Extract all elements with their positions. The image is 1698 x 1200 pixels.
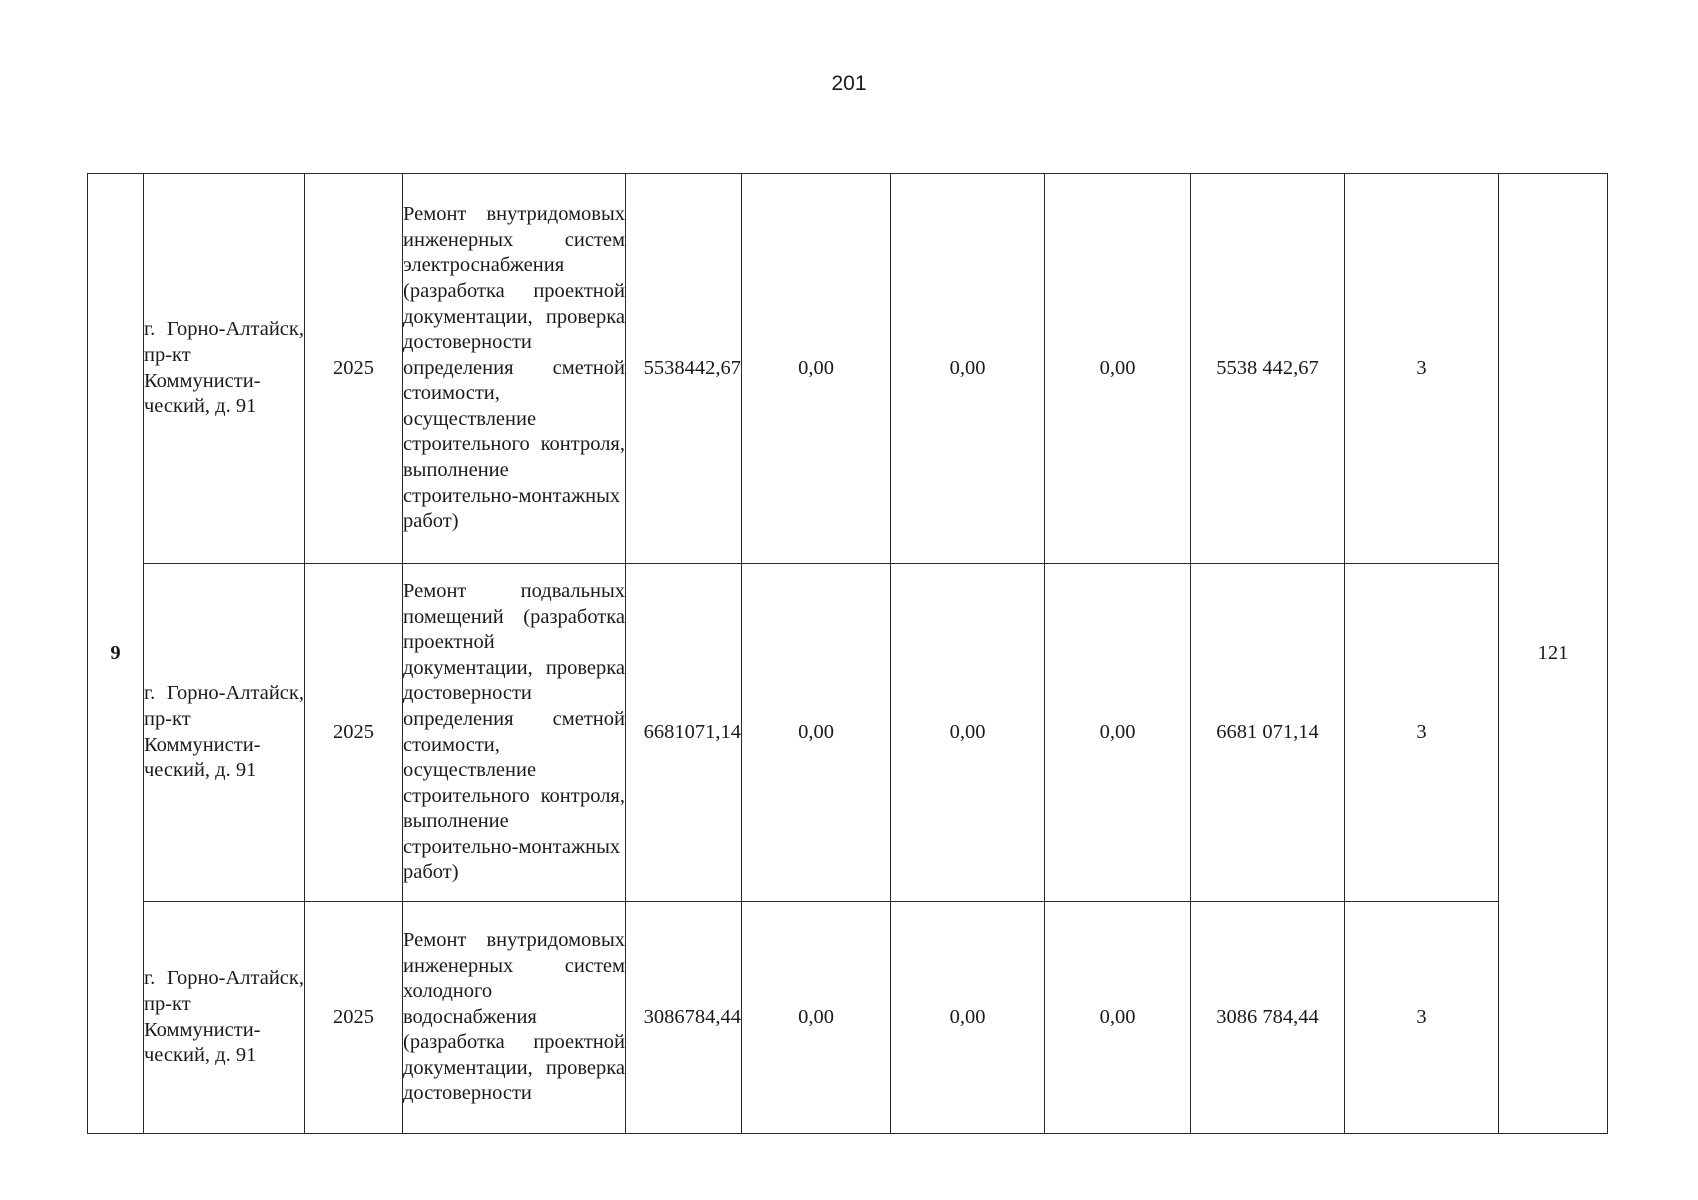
table-row: [88, 902, 1608, 1134]
value-text: 0,00: [949, 720, 986, 743]
description-text: Ремонт подвальных помещений (разработка проектной документации, проверка достоверности определения сметной стоимости, осуществление строительного контроля, выполнение строительно-монтажных работ): [403, 579, 625, 884]
cost-cell: [626, 564, 742, 902]
address-text: г. Горно-Алтайск, пр-кт Коммунисти-ческий, д. 91: [144, 967, 304, 1067]
value-text: 0,00: [798, 1005, 834, 1028]
group-total-cell: [1499, 174, 1608, 1134]
year-text: 2025: [333, 720, 374, 743]
value-text: 0,00: [798, 356, 834, 379]
cost-cell: [626, 174, 742, 564]
address-cell: [144, 902, 305, 1134]
address-cell: [144, 174, 305, 564]
address-text: г. Горно-Алтайск, пр-кт Коммунисти-ческий, д. 91: [144, 318, 304, 418]
value-text: 0,00: [949, 1005, 986, 1028]
year-cell: [305, 174, 403, 564]
description-cell: [403, 564, 626, 902]
value-cell: [1045, 174, 1191, 564]
value-text: 0,00: [1099, 1005, 1136, 1028]
description-cell: [403, 174, 626, 564]
code-cell: [1345, 902, 1499, 1134]
value-text: 0,00: [949, 356, 986, 379]
cost-text: 5538442,67: [643, 356, 741, 379]
value-cell: [742, 564, 891, 902]
group-number-cell: [88, 174, 144, 1134]
value-cell: [742, 174, 891, 564]
value-cell: [891, 564, 1045, 902]
cost-text: 6681071,14: [643, 720, 741, 743]
description-cell: [403, 902, 626, 1134]
value-text: 0,00: [798, 720, 834, 743]
table-row: [88, 174, 1608, 564]
year-cell: [305, 564, 403, 902]
value-cell: [891, 902, 1045, 1134]
total-cell: [1191, 174, 1345, 564]
year-text: 2025: [333, 356, 374, 379]
group-number: 9: [110, 641, 121, 664]
code-text: 3: [1416, 1005, 1427, 1028]
value-cell: [1045, 902, 1191, 1134]
table-row: [88, 564, 1608, 902]
code-text: 3: [1416, 720, 1427, 743]
total-cell: [1191, 902, 1345, 1134]
total-text: 5538 442,67: [1216, 356, 1319, 379]
description-text: Ремонт внутридомовых инженерных систем электроснабжения (разработка проектной документации, проверка достоверности определения сметной стоимости, осуществление строительного контроля, выполнение строительно-монтажных работ): [403, 203, 625, 533]
code-text: 3: [1416, 356, 1427, 379]
description-text: Ремонт внутридомовых инженерных систем холодного водоснабжения (разработка проектной документации, проверка достоверности: [403, 928, 625, 1105]
cost-cell: [626, 902, 742, 1134]
cost-text: 3086784,44: [643, 1005, 741, 1028]
address-cell: [144, 564, 305, 902]
total-text: 3086 784,44: [1216, 1005, 1319, 1028]
total-text: 6681 071,14: [1216, 720, 1319, 743]
address-text: г. Горно-Алтайск, пр-кт Коммунисти-ческий, д. 91: [144, 682, 304, 782]
value-cell: [742, 902, 891, 1134]
code-cell: [1345, 174, 1499, 564]
year-cell: [305, 902, 403, 1134]
year-text: 2025: [333, 1005, 374, 1028]
value-text: 0,00: [1099, 720, 1136, 743]
code-cell: [1345, 564, 1499, 902]
total-cell: [1191, 564, 1345, 902]
value-cell: [891, 174, 1045, 564]
value-text: 0,00: [1099, 356, 1136, 379]
value-cell: [1045, 564, 1191, 902]
repair-schedule-table: [87, 173, 1608, 1134]
group-total: 121: [1537, 641, 1569, 664]
page-number: 201: [831, 72, 867, 95]
